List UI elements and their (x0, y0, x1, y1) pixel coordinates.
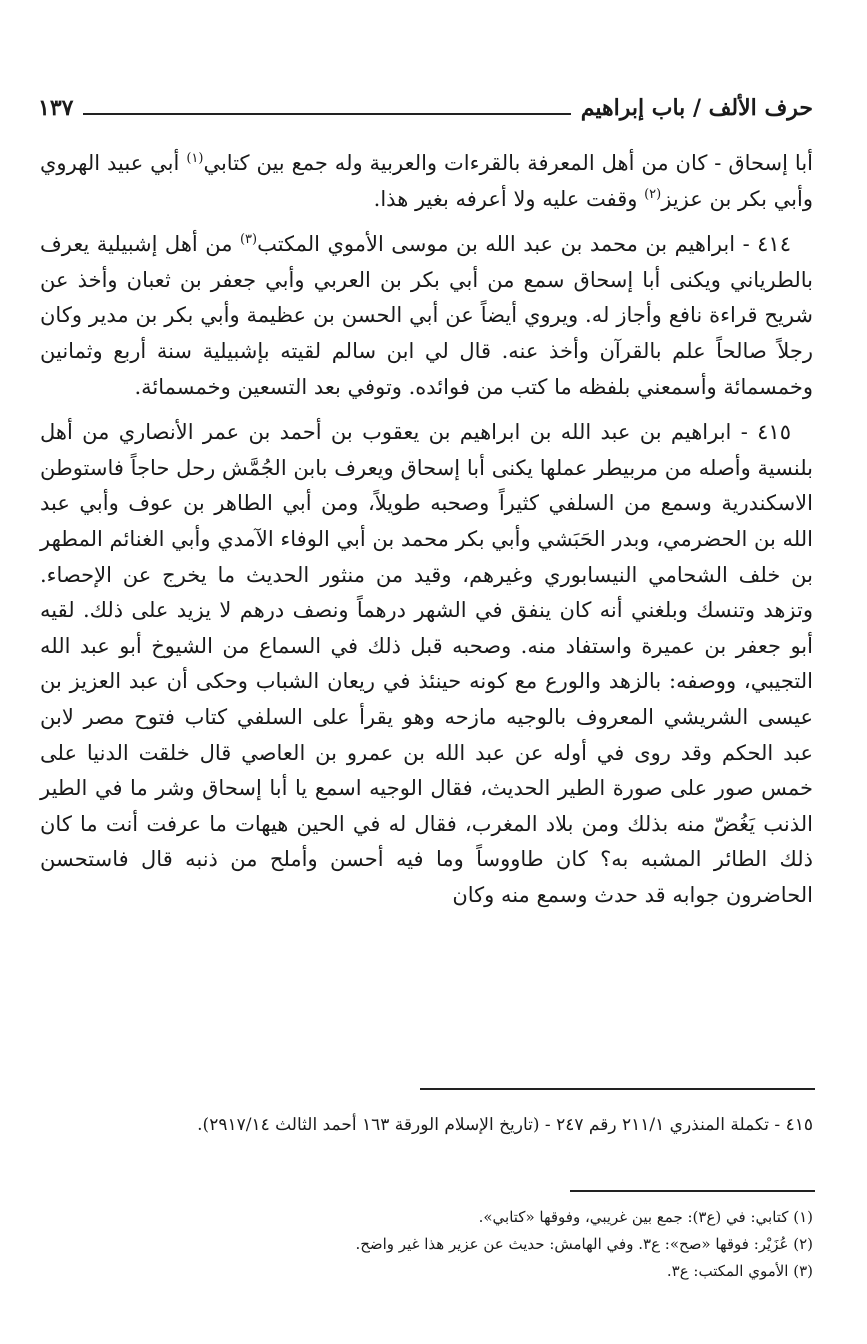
footnotes-separator (570, 1190, 815, 1192)
entry-415: ٤١٥ - ابراهيم بن عبد الله بن ابراهيم بن يعقوب بن أحمد بن عمر الأنصاري من أهل بلنسية وأصله من مربيطر عملها يكنى أبا إسحاق ويعرف بابن الجُمَّش رحل حاجاً فاستوطن الاسكندرية وسمع من السلفي كثيراً وصحبه طويلاً، ومن أبي الطاهر بن عوف وأبي عبد الله بن الحضرمي، وبدر الحَبَشي وأبي بكر محمد بن أبي الوفاء الآمدي وأبي الغنائم المطهر بن خلف الشحامي النيسابوري وغيرهم، وقيد من منثور الحديث ما يخرج عن الإحصاء. وتزهد وتنسك وبلغني أنه كان ينفق في الشهر درهماً ونصف درهم لا يزيد على ذلك. لقيه أبو جعفر بن عميرة واستفاد منه. وصحبه قبل ذلك في السماع من الشيوخ أبو عبد الله التجيبي، ووصفه: بالزهد والورع مع كونه حينئذ في ريعان الشباب وحكى أن عبد العزيز بن عيسى الشريشي المعروف بالوجيه مازحه وهو يقرأ على السلفي كتاب فتوح مصر لابن عبد الحكم وقد روى في أوله عن عبد الله بن عمرو بن العاصي قال خلقت الدنيا على خمس صور على صورة الطير الحديث، فقال الوجيه اسمع يا أبا إسحاق وشر ما في الطير الذنب يَغُضّ منه بذلك ومن بلاد المغرب، فقال له في الحين هيهات ما عرفت أنت ما كان ذلك الطائر المشبه به؟ كان طاووساً وما فيه أحسن وأملح من ذنبه قال فاستحسن الحاضرون جوابه قد حدث وسمع منه وكان (40, 420, 813, 907)
entry-414: ٤١٤ - ابراهيم بن محمد بن عبد الله بن موسى الأموي المكتب$^{(٣)}$ من أهل إشبيلية يعرف بالطرياني ويكنى أبا إسحاق سمع من أبي بكر بن العربي وأبي جعفر بن ثعبان وأخذ عن شريح قراءة نافع وأجاز له. ويروي أيضاً عن أبي الحسن بن عظيمة وأبي بكر بن مدير وكان رجلاً صالحاً علم بالقرآن وأخذ عنه. قال لي ابن سالم لقيته بإشبيلية سنة أربع وثمانين وخمسمائة وأسمعني بلفظه ما كتب من فوائده. وتوفي بعد التسعين وخمسمائة. (40, 232, 813, 399)
footnote-ref-3[interactable]: (٣) (239, 232, 258, 248)
notes-separator (420, 1088, 815, 1090)
footnotes (40, 1204, 813, 1285)
footnote-1: (١) كتابي: في (ع٣): جمع بين غريبي، وفوقها «كتابي». (478, 1208, 813, 1226)
page-number: ١٣٧ (38, 95, 74, 121)
footnote-ref-1[interactable]: (١) (186, 151, 204, 166)
paragraph-continuation: أبا إسحاق - كان من أهل المعرفة بالقرءات والعربية وله جمع بين كتابي$^{(١)}$ أبي عبيد الهروي وأبي بكر بن عزيز$^{(٢)}$ وقفت عليه ولا أعرفه بغير هذا. (40, 151, 814, 211)
source-note: ٤١٥ - تكملة المنذري ٢١١/١ رقم ٢٤٧ - (تاريخ الإسلام الورقة ١٦٣ أحمد الثالث ٢٩١٧/١٤). (197, 1115, 813, 1135)
footnote-2: (٢) عُزَيْر: فوقها «صح»: ع٣. وفي الهامش: حديث عن عزير هذا غير واضح. (355, 1235, 813, 1253)
running-header (38, 88, 813, 128)
footnote-3: (٣) الأموي المكتب: ع٣. (666, 1262, 813, 1280)
footnote-ref-2[interactable]: (٢) (644, 186, 662, 202)
header-rule (83, 113, 570, 115)
main-text (40, 146, 813, 913)
chapter-title: حرف الألف / باب إبراهيم (580, 95, 813, 121)
